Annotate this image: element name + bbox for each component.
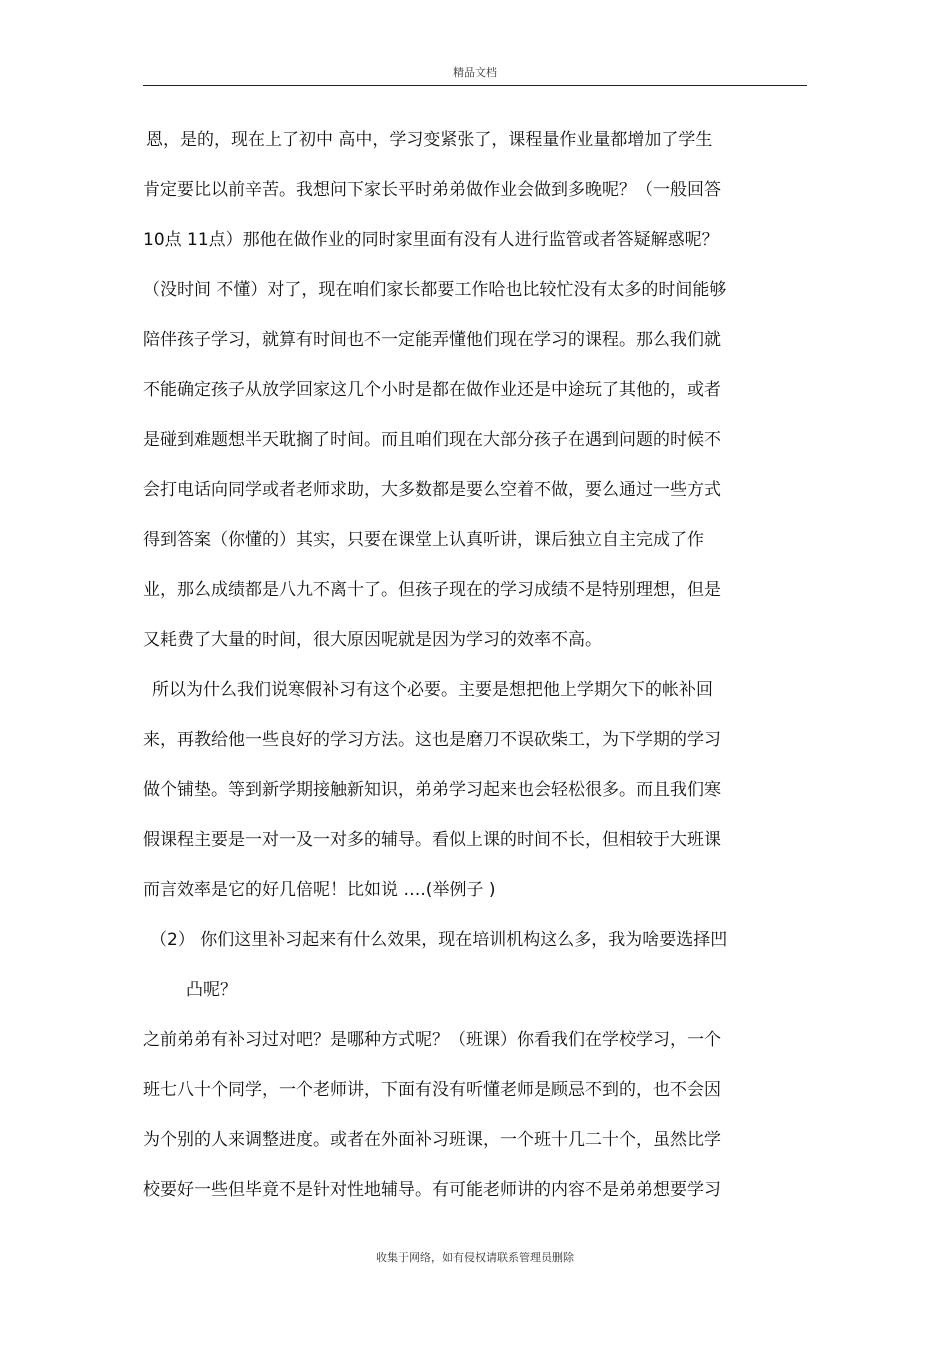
page-footer: 收集于网络，如有侵权请联系管理员删除 <box>376 1251 574 1264</box>
text-line: 所以为什么我们说寒假补习有这个必要。主要是想把他上学期欠下的帐补回 <box>152 680 713 700</box>
text-line: 做个铺垫。等到新学期接触新知识，弟弟学习起来也会轻松很多。而且我们寒 <box>143 780 721 800</box>
text-line: 不能确定孩子从放学回家这几个小时是都在做作业还是中途玩了其他的，或者 <box>143 380 721 400</box>
text-line: 来，再教给他一些良好的学习方法。这也是磨刀不误砍柴工，为下学期的学习 <box>143 730 721 750</box>
text-line: 会打电话向同学或者老师求助，大多数都是要么空着不做，要么通过一些方式 <box>143 480 721 500</box>
text-line: 之前弟弟有补习过对吧？是哪种方式呢？（班课）你看我们在学校学习，一个 <box>143 1030 721 1050</box>
text-line: 假课程主要是一对一及一对多的辅导。看似上课的时间不长，但相较于大班课 <box>143 830 721 850</box>
text-line: 为个别的人来调整进度。或者在外面补习班课，一个班十几二十个，虽然比学 <box>143 1130 721 1150</box>
text-line: 校要好一些但毕竟不是针对性地辅导。有可能老师讲的内容不是弟弟想要学习 <box>143 1180 721 1200</box>
text-line: 10点 11点）那他在做作业的同时家里面有没有人进行监管或者答疑解惑呢？ <box>143 230 719 250</box>
text-line: 是碰到难题想半天耽搁了时间。而且咱们现在大部分孩子在遇到问题的时候不 <box>143 430 721 450</box>
text-line: 得到答案（你懂的）其实，只要在课堂上认真听讲，课后独立自主完成了作 <box>143 530 704 550</box>
list-item-2-heading: （2） 你们这里补习起来有什么效果，现在培训机构这么多，我为啥要选择凹 <box>150 930 728 950</box>
header-rule <box>143 85 807 86</box>
text-line: 业，那么成绩都是八九不离十了。但孩子现在的学习成绩不是特别理想，但是 <box>143 580 721 600</box>
text-line: （没时间 不懂）对了，现在咱们家长都要工作哈也比较忙没有太多的时间能够 <box>143 280 727 300</box>
text-line: 恩，是的，现在上了初中 高中，学习变紧张了，课程量作业量都增加了学生 <box>146 130 713 150</box>
list-item-2-continuation: 凸呢？ <box>186 980 237 1000</box>
text-line: 又耗费了大量的时间，很大原因呢就是因为学习的效率不高。 <box>143 630 602 650</box>
text-line: 而言效率是它的好几倍呢！比如说 ….(举例子 ) <box>143 880 496 900</box>
text-line: 陪伴孩子学习，就算有时间也不一定能弄懂他们现在学习的课程。那么我们就 <box>143 330 721 350</box>
text-line: 班七八十个同学，一个老师讲，下面有没有听懂老师是顾忌不到的，也不会因 <box>143 1080 721 1100</box>
page-header: 精品文档 <box>453 66 497 79</box>
text-line: 肯定要比以前辛苦。我想问下家长平时弟弟做作业会做到多晚呢？（一般回答 <box>143 180 721 200</box>
